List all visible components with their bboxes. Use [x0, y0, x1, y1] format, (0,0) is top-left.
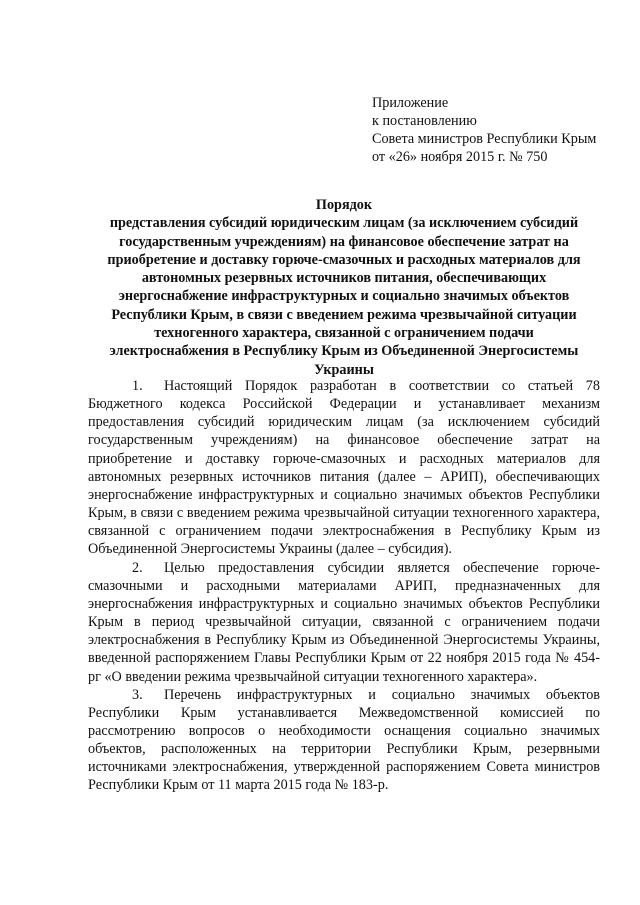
paragraph-text: Перечень инфраструктурных и социально значимых объектов Республики Крым устанавливается Межведомственной комиссией по рассмотрению вопросов о необходимости оснащения социально значимых объектов, расположенных на территории Республики Крым, резервными источниками электроснабжения, утвержденной распоряжением Совета министров Республики Крым от 11 марта 2015 года № 183-р. [88, 686, 600, 794]
paragraph-number: 2. [132, 559, 143, 576]
paragraph-number: 1. [132, 378, 143, 394]
paragraph-2 [88, 559, 600, 686]
annex-line-1: Приложение [372, 95, 449, 111]
paragraph-number: 3. [132, 686, 143, 703]
title-subtitle: представления субсидий юридическим лицам (за исключением субсидий государственным учреждениям) на финансовое обеспечение затрат на приобретение и доставку горюче-смазочных и расходных материалов для автономных резервных источников питания, обеспечивающих энергоснабжение инфраструктурных и социально значимых объектов Республики Крым, в связи с введением режима чрезвычайной ситуации техногенного характера, связанной с ограничением подачи электроснабжения в Республику Крым из Объединенной Энергосистемы Украины [107, 215, 581, 378]
annex-line-3: Совета министров Республики Крым [372, 131, 597, 147]
paragraph-1 [88, 377, 600, 559]
annex-line-4: от «26» ноября 2015 г. № 750 [372, 149, 548, 165]
paragraph-text: Целью предоставления субсидии является обеспечение горюче-смазочными и расходными материалами АРИП, предназначенных для энергоснабжения инфраструктурных и социально значимых объектов Республики Крым в период чрезвычайной ситуации, связанной с ограничением подачи электроснабжения в Республику Крым из Объединенной Энергосистемы Украины, введенной распоряжением Главы Республики Крым от 22 ноября 2015 года № 454-рг «О введении режима чрезвычайной ситуации техногенного характера». [88, 559, 600, 685]
annex-line-2: к постановлению [372, 113, 477, 129]
paragraph-3 [88, 686, 600, 795]
annex-header [372, 94, 596, 166]
title-heading: Порядок [315, 197, 373, 213]
paragraph-text: Настоящий Порядок разработан в соответствии со статьей 78 Бюджетного кодекса Российской Федерации и устанавливает механизм предоставления субсидий юридическим лицам (за исключением субсидий государственным учреждениям) на финансовое обеспечение затрат на приобретение и доставку горюче-смазочных и расходных материалов для автономных резервных источников питания (далее – АРИП), обеспечивающих энергоснабжение инфраструктурных и социально значимых объектов Республики Крым, в связи с введением режима чрезвычайной ситуации техногенного характера, связанной с ограничением подачи электроснабжения в Республику Крым из Объединенной Энергосистемы Украины (далее – субсидия). [88, 378, 600, 558]
document-title [96, 196, 592, 379]
document-body [88, 377, 600, 795]
